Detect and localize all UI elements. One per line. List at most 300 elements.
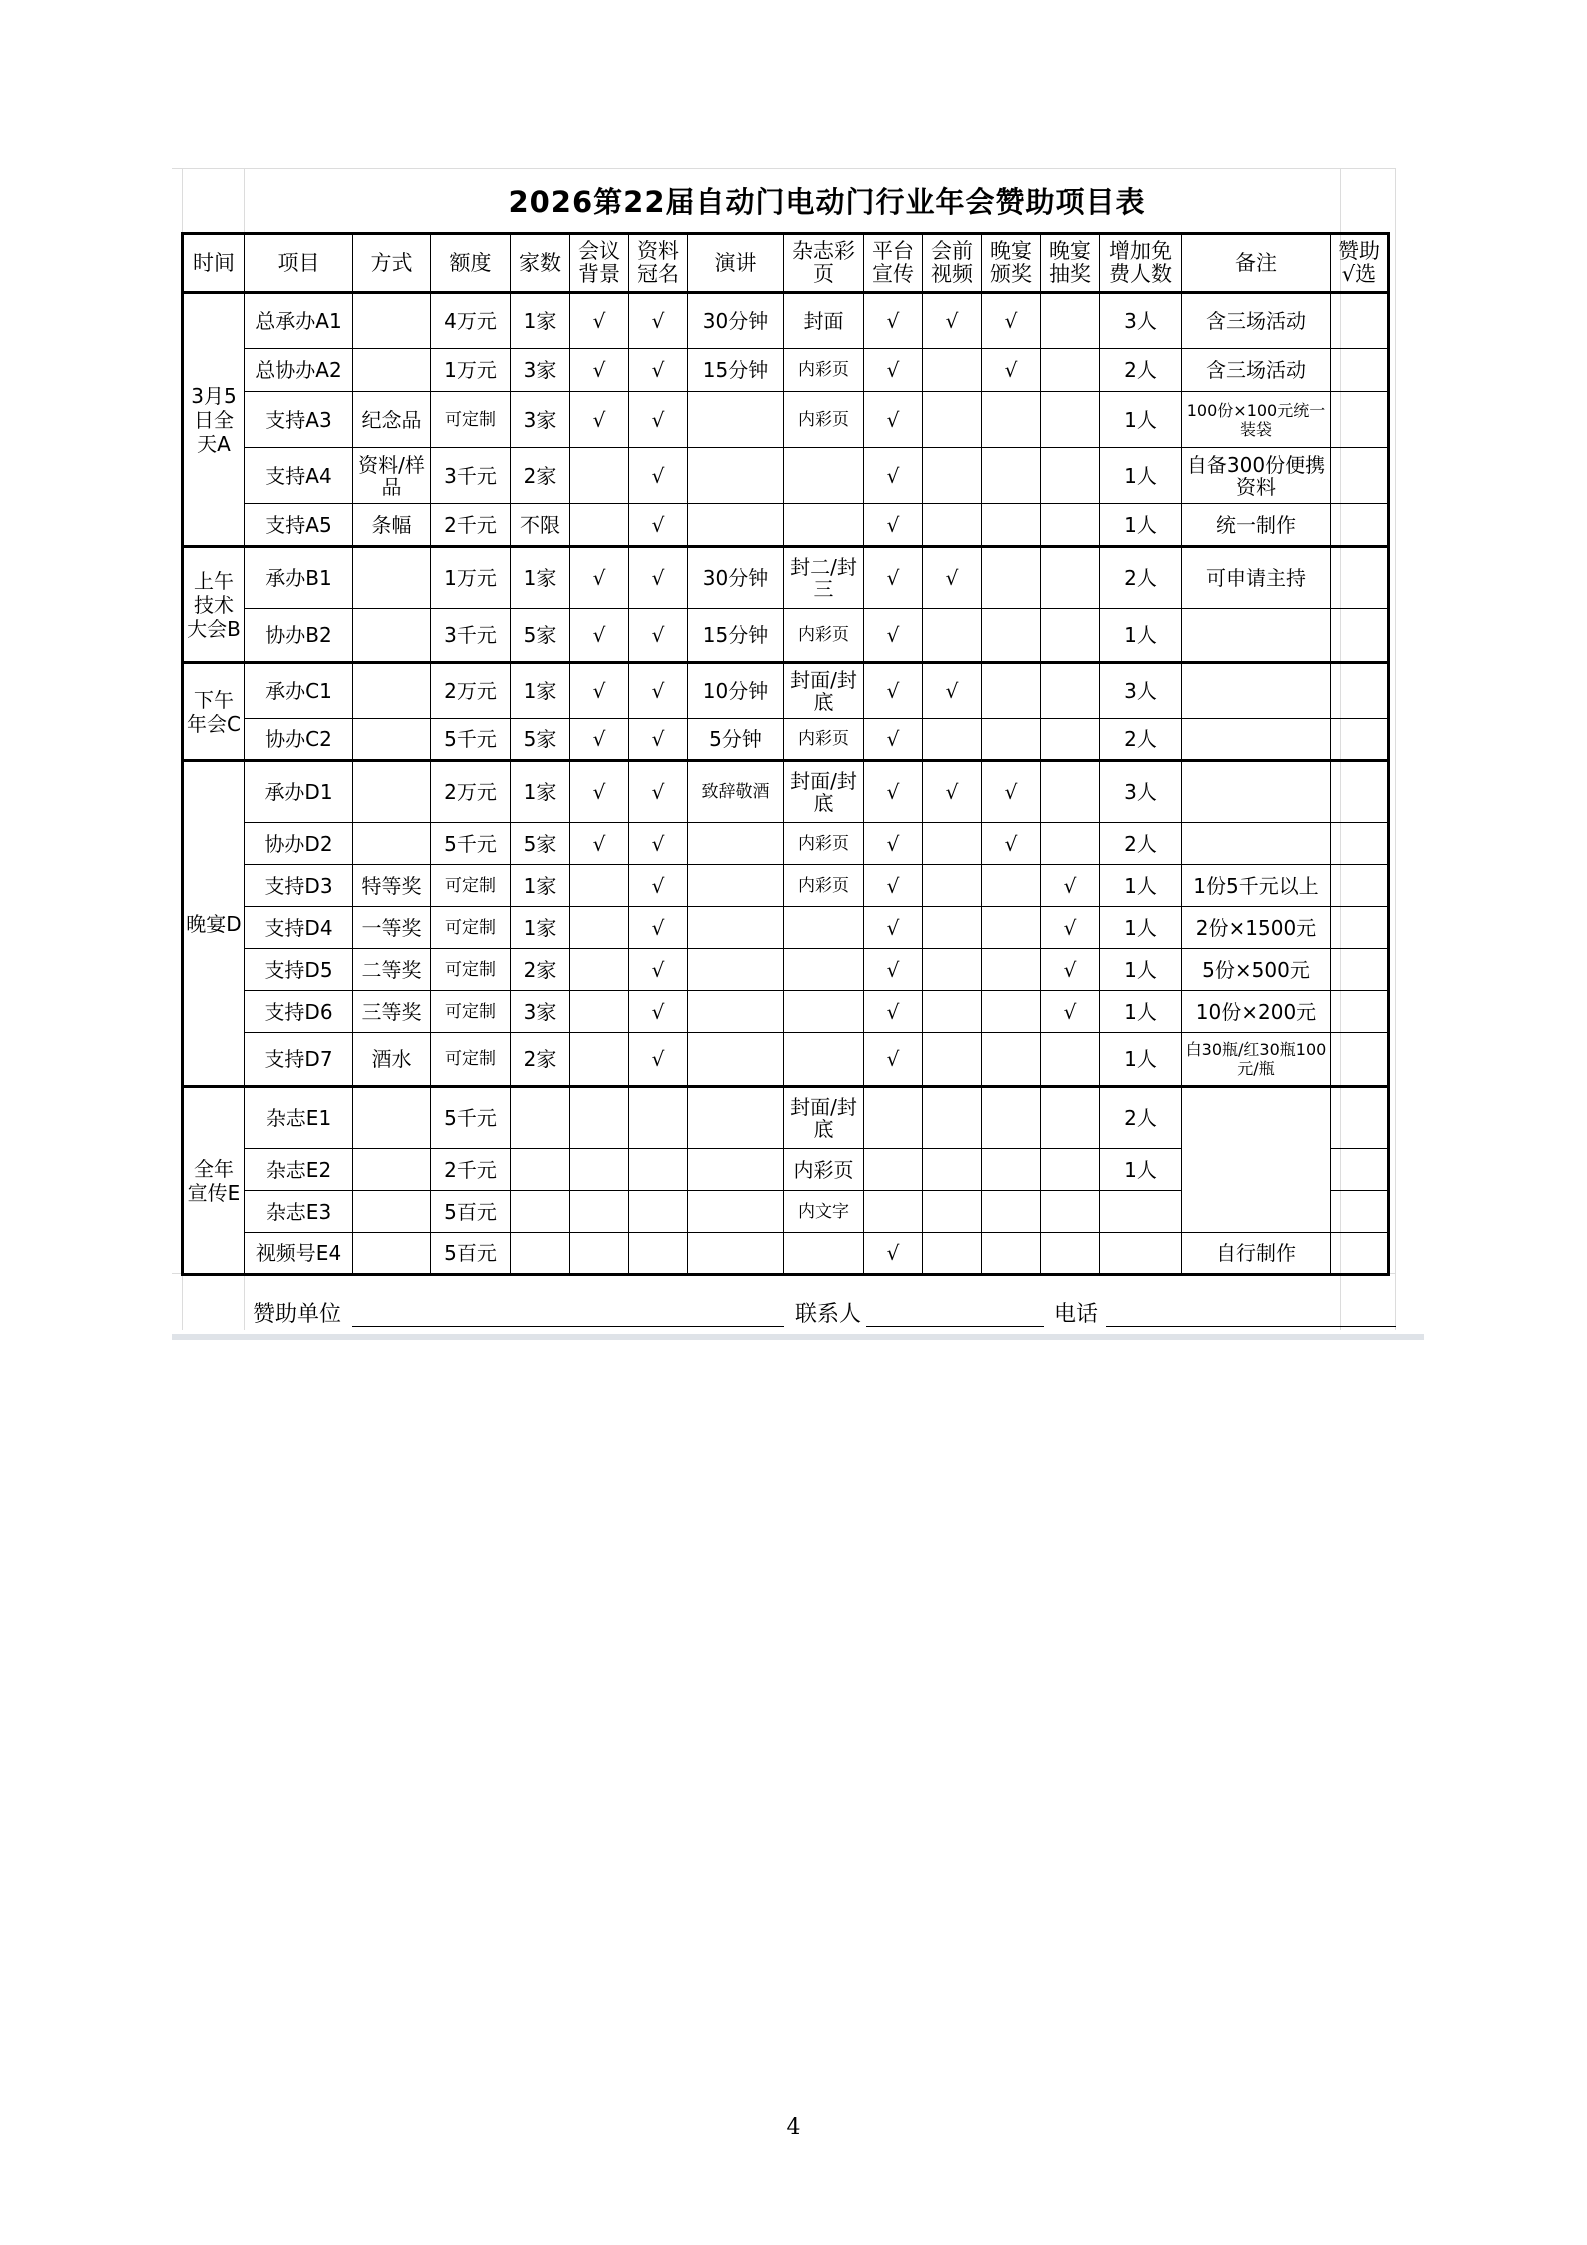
header-cell: 时间 xyxy=(183,234,245,293)
speech-cell xyxy=(688,823,784,865)
amount-cell: 可定制 xyxy=(431,991,511,1033)
item-cell: 协办D2 xyxy=(245,823,353,865)
people-cell: 2人 xyxy=(1100,349,1182,392)
method-cell xyxy=(353,719,431,761)
select-cell[interactable] xyxy=(1331,991,1389,1033)
video-cell xyxy=(923,448,982,504)
item-cell: 协办C2 xyxy=(245,719,353,761)
draw-cell xyxy=(1041,293,1100,349)
video-cell xyxy=(923,349,982,392)
people-cell: 1人 xyxy=(1100,448,1182,504)
select-cell[interactable] xyxy=(1331,293,1389,349)
item-cell: 视频号E4 xyxy=(245,1233,353,1275)
platform-cell xyxy=(864,1149,923,1191)
bg-cell xyxy=(570,949,629,991)
select-cell[interactable] xyxy=(1331,392,1389,448)
video-cell xyxy=(923,1191,982,1233)
method-cell xyxy=(353,1233,431,1275)
sheet-title: 2026第22届自动门电动门行业年会赞助项目表 xyxy=(508,184,1146,219)
video-cell xyxy=(923,609,982,663)
bg-cell xyxy=(570,1191,629,1233)
header-cell: 赞助√选 xyxy=(1331,234,1389,293)
count-cell: 5家 xyxy=(511,719,570,761)
video-cell: √ xyxy=(923,547,982,609)
speech-cell: 10分钟 xyxy=(688,663,784,719)
contact-label: 联系人 xyxy=(795,1302,862,1327)
method-cell xyxy=(353,663,431,719)
amount-cell: 5千元 xyxy=(431,719,511,761)
table-row xyxy=(183,761,1389,823)
award-cell xyxy=(982,1033,1041,1087)
name-cell: √ xyxy=(629,392,688,448)
mag-cell: 封面/封底 xyxy=(784,663,864,719)
note-cell xyxy=(1182,823,1331,865)
select-cell[interactable] xyxy=(1331,349,1389,392)
platform-cell xyxy=(864,1087,923,1149)
amount-cell: 可定制 xyxy=(431,907,511,949)
count-cell: 3家 xyxy=(511,991,570,1033)
sheet-edge-shadow xyxy=(172,1334,1424,1340)
table-row xyxy=(183,448,1389,504)
note-cell xyxy=(1182,609,1331,663)
draw-cell xyxy=(1041,448,1100,504)
method-cell xyxy=(353,761,431,823)
gridline xyxy=(1395,168,1396,1330)
note-cell: 100份×100元统一装袋 xyxy=(1182,392,1331,448)
draw-cell xyxy=(1041,1087,1100,1149)
item-cell: 支持D3 xyxy=(245,865,353,907)
name-cell: √ xyxy=(629,547,688,609)
amount-cell: 2万元 xyxy=(431,761,511,823)
platform-cell: √ xyxy=(864,448,923,504)
table-row xyxy=(183,349,1389,392)
amount-cell: 5千元 xyxy=(431,823,511,865)
award-cell xyxy=(982,392,1041,448)
name-cell: √ xyxy=(629,609,688,663)
select-cell[interactable] xyxy=(1331,1087,1389,1149)
item-cell: 支持D6 xyxy=(245,991,353,1033)
name-cell xyxy=(629,1191,688,1233)
count-cell: 1家 xyxy=(511,761,570,823)
select-cell[interactable] xyxy=(1331,823,1389,865)
bg-cell: √ xyxy=(570,392,629,448)
people-cell: 1人 xyxy=(1100,991,1182,1033)
platform-cell: √ xyxy=(864,761,923,823)
amount-cell: 1万元 xyxy=(431,547,511,609)
count-cell xyxy=(511,1233,570,1275)
select-cell[interactable] xyxy=(1331,949,1389,991)
name-cell: √ xyxy=(629,349,688,392)
note-cell: 统一制作 xyxy=(1182,504,1331,547)
award-cell xyxy=(982,991,1041,1033)
note-cell: 可申请主持 xyxy=(1182,547,1331,609)
phone-label: 电话 xyxy=(1054,1302,1099,1327)
speech-cell xyxy=(688,1233,784,1275)
name-cell: √ xyxy=(629,991,688,1033)
video-cell: √ xyxy=(923,293,982,349)
method-cell xyxy=(353,823,431,865)
award-cell xyxy=(982,865,1041,907)
draw-cell: √ xyxy=(1041,991,1100,1033)
table-row xyxy=(183,392,1389,448)
bg-cell xyxy=(570,1149,629,1191)
table-row xyxy=(183,991,1389,1033)
bg-cell: √ xyxy=(570,609,629,663)
platform-cell: √ xyxy=(864,719,923,761)
draw-cell xyxy=(1041,1033,1100,1087)
name-cell: √ xyxy=(629,448,688,504)
award-cell: √ xyxy=(982,761,1041,823)
note-cell: 2份×1500元 xyxy=(1182,907,1331,949)
count-cell: 1家 xyxy=(511,293,570,349)
note-cell xyxy=(1182,719,1331,761)
table-row xyxy=(183,609,1389,663)
platform-cell: √ xyxy=(864,547,923,609)
name-cell: √ xyxy=(629,823,688,865)
people-cell: 2人 xyxy=(1100,823,1182,865)
table-row xyxy=(183,1233,1389,1275)
count-cell: 1家 xyxy=(511,907,570,949)
people-cell: 1人 xyxy=(1100,609,1182,663)
bg-cell: √ xyxy=(570,663,629,719)
people-cell: 1人 xyxy=(1100,392,1182,448)
mag-cell xyxy=(784,504,864,547)
table-row xyxy=(183,547,1389,609)
name-cell: √ xyxy=(629,663,688,719)
count-cell: 5家 xyxy=(511,609,570,663)
select-cell[interactable] xyxy=(1331,1233,1389,1275)
count-cell: 5家 xyxy=(511,823,570,865)
item-cell: 总协办A2 xyxy=(245,349,353,392)
note-cell xyxy=(1182,761,1331,823)
video-cell xyxy=(923,504,982,547)
video-cell xyxy=(923,1087,982,1149)
select-cell[interactable] xyxy=(1331,719,1389,761)
method-cell xyxy=(353,1191,431,1233)
table-row xyxy=(183,1033,1389,1087)
platform-cell: √ xyxy=(864,293,923,349)
mag-cell: 内彩页 xyxy=(784,609,864,663)
mag-cell: 内彩页 xyxy=(784,719,864,761)
award-cell xyxy=(982,448,1041,504)
select-cell[interactable] xyxy=(1331,761,1389,823)
draw-cell xyxy=(1041,663,1100,719)
item-cell: 承办B1 xyxy=(245,547,353,609)
bg-cell: √ xyxy=(570,293,629,349)
header-cell: 资料冠名 xyxy=(629,234,688,293)
method-cell xyxy=(353,349,431,392)
header-cell: 家数 xyxy=(511,234,570,293)
speech-cell: 15分钟 xyxy=(688,609,784,663)
people-cell: 1人 xyxy=(1100,504,1182,547)
table-row xyxy=(183,293,1389,349)
amount-cell: 可定制 xyxy=(431,392,511,448)
speech-cell: 15分钟 xyxy=(688,349,784,392)
video-cell xyxy=(923,1149,982,1191)
platform-cell: √ xyxy=(864,1233,923,1275)
name-cell: √ xyxy=(629,761,688,823)
select-cell[interactable] xyxy=(1331,663,1389,719)
sponsorship-table xyxy=(181,232,1390,1276)
amount-cell: 1万元 xyxy=(431,349,511,392)
count-cell: 1家 xyxy=(511,865,570,907)
video-cell xyxy=(923,823,982,865)
mag-cell xyxy=(784,448,864,504)
select-cell[interactable] xyxy=(1331,865,1389,907)
draw-cell xyxy=(1041,823,1100,865)
item-cell: 协办B2 xyxy=(245,609,353,663)
draw-cell xyxy=(1041,392,1100,448)
video-cell xyxy=(923,865,982,907)
name-cell: √ xyxy=(629,949,688,991)
select-cell[interactable] xyxy=(1331,448,1389,504)
people-cell: 1人 xyxy=(1100,949,1182,991)
header-row xyxy=(183,234,1389,293)
phone-field-line xyxy=(1106,1326,1396,1327)
mag-cell: 内彩页 xyxy=(784,823,864,865)
mag-cell xyxy=(784,1233,864,1275)
select-cell[interactable] xyxy=(1331,609,1389,663)
mag-cell xyxy=(784,1033,864,1087)
video-cell: √ xyxy=(923,761,982,823)
mag-cell xyxy=(784,949,864,991)
bg-cell xyxy=(570,504,629,547)
item-cell: 支持A5 xyxy=(245,504,353,547)
speech-cell xyxy=(688,1087,784,1149)
select-cell[interactable] xyxy=(1331,1149,1389,1191)
award-cell xyxy=(982,504,1041,547)
count-cell: 3家 xyxy=(511,392,570,448)
speech-cell xyxy=(688,865,784,907)
select-cell[interactable] xyxy=(1331,907,1389,949)
select-cell[interactable] xyxy=(1331,1191,1389,1233)
award-cell xyxy=(982,663,1041,719)
platform-cell: √ xyxy=(864,392,923,448)
speech-cell xyxy=(688,1191,784,1233)
speech-cell xyxy=(688,991,784,1033)
award-cell xyxy=(982,907,1041,949)
platform-cell: √ xyxy=(864,991,923,1033)
speech-cell: 致辞敬酒 xyxy=(688,761,784,823)
count-cell: 1家 xyxy=(511,663,570,719)
video-cell xyxy=(923,1033,982,1087)
speech-cell xyxy=(688,448,784,504)
bg-cell: √ xyxy=(570,547,629,609)
speech-cell: 30分钟 xyxy=(688,293,784,349)
select-cell[interactable] xyxy=(1331,504,1389,547)
draw-cell xyxy=(1041,1233,1100,1275)
video-cell xyxy=(923,907,982,949)
table-row xyxy=(183,663,1389,719)
header-cell: 晚宴颁奖 xyxy=(982,234,1041,293)
video-cell xyxy=(923,991,982,1033)
amount-cell: 5百元 xyxy=(431,1233,511,1275)
section-label: 3月5日全天A xyxy=(183,293,245,547)
header-cell: 晚宴抽奖 xyxy=(1041,234,1100,293)
header-cell: 项目 xyxy=(245,234,353,293)
method-cell: 资料/样品 xyxy=(353,448,431,504)
item-cell: 支持A4 xyxy=(245,448,353,504)
method-cell: 一等奖 xyxy=(353,907,431,949)
table-row xyxy=(183,504,1389,547)
mag-cell: 内彩页 xyxy=(784,349,864,392)
section-label: 全年宣传E xyxy=(183,1087,245,1275)
draw-cell xyxy=(1041,719,1100,761)
amount-cell: 可定制 xyxy=(431,865,511,907)
platform-cell xyxy=(864,1191,923,1233)
item-cell: 总承办A1 xyxy=(245,293,353,349)
speech-cell xyxy=(688,1033,784,1087)
speech-cell xyxy=(688,392,784,448)
name-cell: √ xyxy=(629,907,688,949)
award-cell xyxy=(982,609,1041,663)
people-cell: 1人 xyxy=(1100,1033,1182,1087)
award-cell xyxy=(982,949,1041,991)
mag-cell: 内文字 xyxy=(784,1191,864,1233)
method-cell xyxy=(353,1149,431,1191)
count-cell: 3家 xyxy=(511,349,570,392)
mag-cell: 内彩页 xyxy=(784,865,864,907)
select-cell[interactable] xyxy=(1331,1033,1389,1087)
page-number: 4 xyxy=(786,2115,801,2140)
note-cell: 自备300份便携资料 xyxy=(1182,448,1331,504)
table-row xyxy=(183,719,1389,761)
method-cell: 条幅 xyxy=(353,504,431,547)
people-cell: 1人 xyxy=(1100,907,1182,949)
speech-cell: 5分钟 xyxy=(688,719,784,761)
bg-cell xyxy=(570,1233,629,1275)
people-cell: 3人 xyxy=(1100,293,1182,349)
bg-cell xyxy=(570,865,629,907)
draw-cell: √ xyxy=(1041,865,1100,907)
amount-cell: 2万元 xyxy=(431,663,511,719)
platform-cell: √ xyxy=(864,865,923,907)
item-cell: 支持A3 xyxy=(245,392,353,448)
method-cell: 酒水 xyxy=(353,1033,431,1087)
header-cell: 演讲 xyxy=(688,234,784,293)
count-cell: 2家 xyxy=(511,1033,570,1087)
method-cell xyxy=(353,293,431,349)
note-cell xyxy=(1182,663,1331,719)
sponsor-label: 赞助单位 xyxy=(253,1302,342,1327)
name-cell xyxy=(629,1233,688,1275)
method-cell: 纪念品 xyxy=(353,392,431,448)
section-label: 下午年会C xyxy=(183,663,245,761)
people-cell xyxy=(1100,1191,1182,1233)
video-cell xyxy=(923,1233,982,1275)
count-cell xyxy=(511,1149,570,1191)
draw-cell: √ xyxy=(1041,907,1100,949)
header-cell: 增加免费人数 xyxy=(1100,234,1182,293)
table-row xyxy=(183,949,1389,991)
header-cell: 方式 xyxy=(353,234,431,293)
bg-cell xyxy=(570,1087,629,1149)
people-cell: 2人 xyxy=(1100,719,1182,761)
amount-cell: 4万元 xyxy=(431,293,511,349)
method-cell xyxy=(353,547,431,609)
mag-cell: 内彩页 xyxy=(784,392,864,448)
note-cell: 5份×500元 xyxy=(1182,949,1331,991)
note-cell: 含三场活动 xyxy=(1182,349,1331,392)
platform-cell: √ xyxy=(864,609,923,663)
amount-cell: 2千元 xyxy=(431,504,511,547)
mag-cell xyxy=(784,991,864,1033)
mag-cell: 封面 xyxy=(784,293,864,349)
platform-cell: √ xyxy=(864,823,923,865)
item-cell: 杂志E2 xyxy=(245,1149,353,1191)
header-cell: 备注 xyxy=(1182,234,1331,293)
contact-field-line xyxy=(866,1326,1044,1327)
mag-cell: 封面/封底 xyxy=(784,1087,864,1149)
name-cell: √ xyxy=(629,504,688,547)
note-cell: 1份5千元以上 xyxy=(1182,865,1331,907)
count-cell: 2家 xyxy=(511,448,570,504)
name-cell: √ xyxy=(629,1033,688,1087)
platform-cell: √ xyxy=(864,949,923,991)
bg-cell xyxy=(570,907,629,949)
section-label: 晚宴D xyxy=(183,761,245,1087)
bg-cell xyxy=(570,991,629,1033)
section-label: 上午技术大会B xyxy=(183,547,245,663)
table-row xyxy=(183,823,1389,865)
platform-cell: √ xyxy=(864,349,923,392)
method-cell: 特等奖 xyxy=(353,865,431,907)
video-cell xyxy=(923,392,982,448)
sponsor-field-line xyxy=(352,1326,784,1327)
draw-cell: √ xyxy=(1041,949,1100,991)
draw-cell xyxy=(1041,1191,1100,1233)
people-cell: 2人 xyxy=(1100,1087,1182,1149)
bg-cell: √ xyxy=(570,823,629,865)
item-cell: 支持D5 xyxy=(245,949,353,991)
people-cell: 3人 xyxy=(1100,663,1182,719)
draw-cell xyxy=(1041,1149,1100,1191)
count-cell: 2家 xyxy=(511,949,570,991)
header-cell: 额度 xyxy=(431,234,511,293)
amount-cell: 2千元 xyxy=(431,1149,511,1191)
item-cell: 杂志E1 xyxy=(245,1087,353,1149)
item-cell: 承办C1 xyxy=(245,663,353,719)
platform-cell: √ xyxy=(864,1033,923,1087)
draw-cell xyxy=(1041,609,1100,663)
people-cell xyxy=(1100,1233,1182,1275)
select-cell[interactable] xyxy=(1331,547,1389,609)
bg-cell: √ xyxy=(570,349,629,392)
people-cell: 2人 xyxy=(1100,547,1182,609)
award-cell: √ xyxy=(982,823,1041,865)
video-cell xyxy=(923,949,982,991)
video-cell: √ xyxy=(923,663,982,719)
award-cell xyxy=(982,547,1041,609)
note-cell: 白30瓶/红30瓶100元/瓶 xyxy=(1182,1033,1331,1087)
platform-cell: √ xyxy=(864,907,923,949)
award-cell xyxy=(982,1191,1041,1233)
speech-cell: 30分钟 xyxy=(688,547,784,609)
amount-cell: 5百元 xyxy=(431,1191,511,1233)
platform-cell: √ xyxy=(864,504,923,547)
header-cell: 会议背景 xyxy=(570,234,629,293)
name-cell: √ xyxy=(629,719,688,761)
name-cell xyxy=(629,1087,688,1149)
amount-cell: 5千元 xyxy=(431,1087,511,1149)
count-cell xyxy=(511,1191,570,1233)
speech-cell xyxy=(688,949,784,991)
note-cell: 含三场活动 xyxy=(1182,293,1331,349)
item-cell: 承办D1 xyxy=(245,761,353,823)
amount-cell: 3千元 xyxy=(431,448,511,504)
name-cell: √ xyxy=(629,865,688,907)
people-cell: 1人 xyxy=(1100,865,1182,907)
